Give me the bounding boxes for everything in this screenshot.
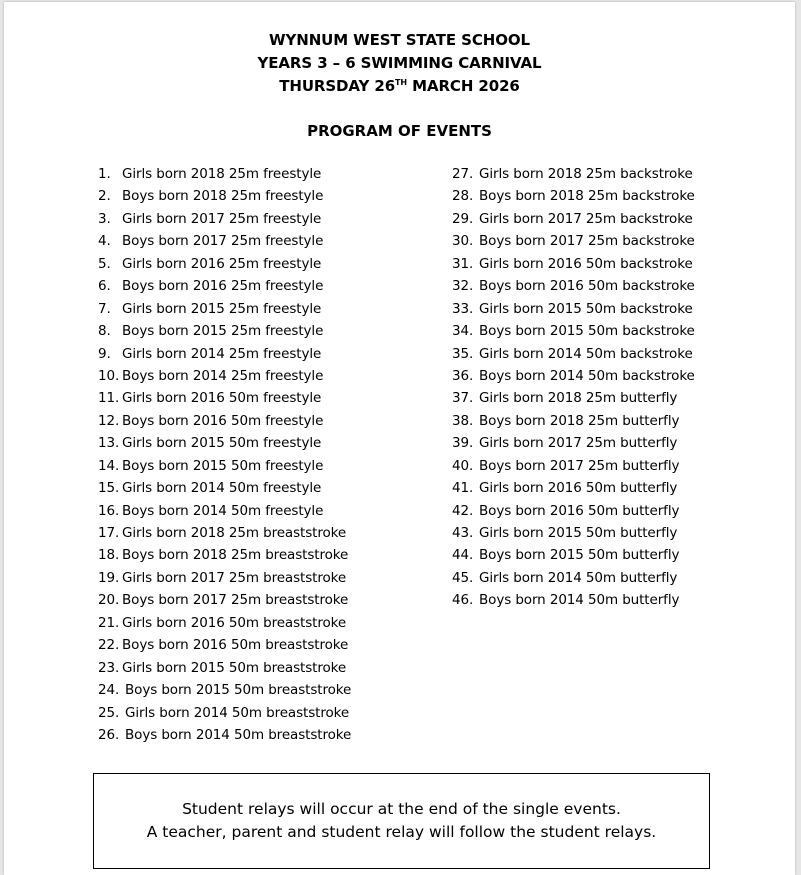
event-description: Boys born 2014 50m freestyle <box>122 502 324 519</box>
event-description: Boys born 2016 50m breaststroke <box>122 637 349 654</box>
event-item <box>452 275 695 297</box>
event-description: Boys born 2015 50m breaststroke <box>125 682 352 699</box>
event-item <box>452 320 695 342</box>
event-item <box>98 343 351 365</box>
event-description: Girls born 2014 50m butterfly <box>479 569 678 586</box>
event-item <box>98 567 351 589</box>
event-description: Boys born 2018 25m freestyle <box>122 188 324 205</box>
event-number: 45. <box>452 569 474 586</box>
event-description: Girls born 2018 25m breaststroke <box>122 525 347 541</box>
event-number: 46. <box>452 592 474 609</box>
event-item <box>98 522 351 544</box>
event-number: 36. <box>452 367 474 384</box>
events-list-left <box>98 163 351 746</box>
event-item <box>452 365 695 387</box>
event-number: 39. <box>452 435 474 452</box>
event-item <box>452 500 695 522</box>
event-description: Girls born 2017 25m breaststroke <box>122 569 347 586</box>
program-title: PROGRAM OF EVENTS <box>307 122 492 140</box>
event-description: Girls born 2016 50m freestyle <box>122 390 322 407</box>
event-item <box>452 343 695 365</box>
event-number: 2. <box>98 188 111 205</box>
event-description: Boys born 2016 25m freestyle <box>122 278 324 295</box>
event-number: 44. <box>452 547 474 564</box>
event-number: 24. <box>98 682 120 699</box>
event-number: 5. <box>98 255 111 272</box>
event-item <box>452 410 695 432</box>
event-item <box>98 612 351 634</box>
event-description: Boys born 2017 25m backstroke <box>479 233 695 250</box>
event-description: Girls born 2017 25m butterfly <box>479 435 678 452</box>
event-description: Girls born 2018 25m freestyle <box>122 166 322 182</box>
event-description: Boys born 2018 25m backstroke <box>479 188 695 205</box>
event-description: Boys born 2014 50m butterfly <box>479 592 680 609</box>
event-description: Boys born 2015 25m freestyle <box>122 323 324 340</box>
relay-notice-line-1: Student relays will occur at the end of the single events. <box>182 800 621 818</box>
event-description: Boys born 2014 50m breaststroke <box>125 726 352 743</box>
event-number: 27. <box>452 166 474 182</box>
event-item <box>98 724 351 746</box>
event-item <box>98 432 351 454</box>
event-item <box>98 275 351 297</box>
event-description: Boys born 2015 50m butterfly <box>479 547 680 564</box>
event-number: 25. <box>98 704 120 721</box>
event-description: Girls born 2017 25m backstroke <box>479 210 693 227</box>
event-number: 19. <box>98 569 120 586</box>
event-item <box>452 163 695 185</box>
event-description: Girls born 2015 50m freestyle <box>122 435 322 452</box>
event-number: 15. <box>98 480 120 497</box>
event-item <box>98 208 351 230</box>
event-description: Boys born 2015 50m freestyle <box>122 457 324 474</box>
event-number: 42. <box>452 502 474 519</box>
event-item <box>452 208 695 230</box>
event-number: 13. <box>98 435 120 452</box>
event-item <box>452 432 695 454</box>
event-number: 12. <box>98 412 120 429</box>
event-description: Girls born 2015 25m freestyle <box>122 300 322 317</box>
event-number: 28. <box>452 188 474 205</box>
event-description: Girls born 2016 50m breaststroke <box>122 614 347 631</box>
event-name: YEARS 3 – 6 SWIMMING CARNIVAL <box>257 54 542 72</box>
event-number: 17. <box>98 525 120 541</box>
event-number: 37. <box>452 390 474 407</box>
event-number: 3. <box>98 210 111 227</box>
event-item <box>98 544 351 566</box>
event-item <box>98 500 351 522</box>
event-item <box>98 387 351 409</box>
event-description: Girls born 2017 25m freestyle <box>122 210 322 227</box>
event-description: Boys born 2016 50m backstroke <box>479 278 695 295</box>
event-number: 26. <box>98 726 120 743</box>
event-description: Boys born 2017 25m breaststroke <box>122 592 349 609</box>
event-item <box>98 702 351 724</box>
event-description: Boys born 2018 25m butterfly <box>479 412 680 429</box>
event-item <box>98 679 351 701</box>
school-name: WYNNUM WEST STATE SCHOOL <box>269 31 530 49</box>
event-item <box>98 477 351 499</box>
event-item <box>98 253 351 275</box>
event-number: 38. <box>452 412 474 429</box>
event-number: 43. <box>452 525 474 541</box>
event-number: 32. <box>452 278 474 295</box>
event-number: 33. <box>452 300 474 317</box>
document-page <box>4 2 795 875</box>
event-number: 31. <box>452 255 474 272</box>
event-description: Boys born 2016 50m butterfly <box>479 502 680 519</box>
event-number: 6. <box>98 278 111 295</box>
event-description: Girls born 2014 50m freestyle <box>122 480 322 497</box>
event-number: 11. <box>98 390 120 407</box>
event-number: 9. <box>98 345 111 362</box>
event-number: 4. <box>98 233 111 250</box>
events-list-right <box>452 163 695 612</box>
event-number: 23. <box>98 659 120 676</box>
event-description: Boys born 2018 25m breaststroke <box>122 547 349 564</box>
event-number: 14. <box>98 457 120 474</box>
event-item <box>98 455 351 477</box>
event-number: 22. <box>98 637 120 654</box>
event-description: Girls born 2018 25m butterfly <box>479 390 678 407</box>
event-item <box>98 634 351 656</box>
event-number: 1. <box>98 166 111 182</box>
date-ordinal: TH <box>395 78 407 87</box>
event-item <box>452 477 695 499</box>
event-description: Girls born 2014 50m backstroke <box>479 345 693 362</box>
event-number: 30. <box>452 233 474 250</box>
event-number: 35. <box>452 345 474 362</box>
event-description: Boys born 2017 25m butterfly <box>479 457 680 474</box>
event-item <box>98 657 351 679</box>
event-description: Girls born 2016 50m backstroke <box>479 255 693 272</box>
event-description: Boys born 2017 25m freestyle <box>122 233 324 250</box>
event-item <box>98 230 351 252</box>
event-item <box>98 365 351 387</box>
event-number: 34. <box>452 323 474 340</box>
event-description: Boys born 2014 25m freestyle <box>122 367 324 384</box>
event-description: Girls born 2015 50m butterfly <box>479 525 678 541</box>
event-date <box>4 75 795 100</box>
event-item <box>452 253 695 275</box>
event-item <box>98 589 351 611</box>
event-description: Boys born 2015 50m backstroke <box>479 323 695 340</box>
event-item <box>98 185 351 207</box>
event-description: Girls born 2014 50m breaststroke <box>125 704 350 721</box>
event-description: Girls born 2014 25m freestyle <box>122 345 322 362</box>
event-description: Girls born 2016 50m butterfly <box>479 480 678 497</box>
event-number: 10. <box>98 367 120 384</box>
event-number: 41. <box>452 480 474 497</box>
event-item <box>98 163 351 185</box>
event-description: Boys born 2014 50m backstroke <box>479 367 695 384</box>
relay-notice-line-2: A teacher, parent and student relay will follow the student relays. <box>146 823 657 841</box>
event-number: 21. <box>98 614 120 631</box>
event-number: 29. <box>452 210 474 227</box>
event-number: 16. <box>98 502 120 519</box>
document-header <box>4 29 795 100</box>
event-item <box>452 567 695 589</box>
event-number: 40. <box>452 457 474 474</box>
date-prefix: THURSDAY 26 <box>279 77 396 95</box>
event-number: 18. <box>98 547 120 564</box>
event-description: Girls born 2018 25m backstroke <box>479 166 693 182</box>
event-description: Boys born 2016 50m freestyle <box>122 412 324 429</box>
event-item <box>98 320 351 342</box>
event-description: Girls born 2015 50m breaststroke <box>122 659 347 676</box>
event-number: 20. <box>98 592 120 609</box>
event-description: Girls born 2016 25m freestyle <box>122 255 322 272</box>
event-item <box>452 185 695 207</box>
event-number: 8. <box>98 323 111 340</box>
event-item <box>452 387 695 409</box>
event-item <box>452 522 695 544</box>
event-item <box>98 298 351 320</box>
date-rest: MARCH 2026 <box>407 77 520 95</box>
event-number: 7. <box>98 300 111 317</box>
event-description: Girls born 2015 50m backstroke <box>479 300 693 317</box>
event-item <box>452 455 695 477</box>
relay-notice-box <box>93 773 710 869</box>
event-item <box>452 544 695 566</box>
event-item <box>452 298 695 320</box>
event-item <box>98 410 351 432</box>
event-item <box>452 589 695 611</box>
event-item <box>452 230 695 252</box>
